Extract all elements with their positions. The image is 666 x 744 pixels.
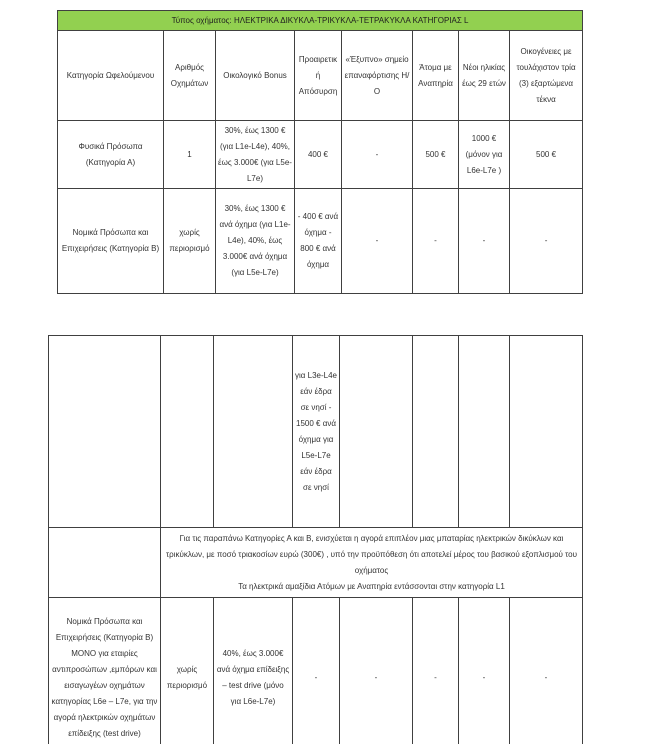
header-optional-scrappage: Προαιρετική Απόσυρση: [295, 31, 342, 121]
cell-cont-families: [510, 336, 583, 528]
cell-cont-disability: [413, 336, 459, 528]
cell-category-a-count: 1: [164, 121, 216, 189]
cell-category-b-label: Νομικά Πρόσωπα και Επιχειρήσεις (Κατηγορία Β): [58, 189, 164, 294]
table-row-category-b: [58, 189, 583, 294]
table-header-row: [58, 31, 583, 121]
cell-testdrive-charging: -: [340, 598, 413, 744]
table-row-category-a: [58, 121, 583, 189]
header-smart-charging-point: «Έξυπνο» σημείο επαναφόρτισης Η/Ο: [342, 31, 413, 121]
cell-testdrive-label: Νομικά Πρόσωπα και Επιχειρήσεις (Κατηγορία Β) ΜΟΝΟ για εταιρίες αντιπροσώπων ,εμπόρων και εισαγωγέων οχημάτων κατηγορίας L6e – L7e, για την αγορά ηλεκτρικών οχημάτων επίδειξης (test drive): [49, 598, 161, 744]
battery-note-text: Για τις παραπάνω Κατηγορίες Α και Β, ενισχύεται η αγορά επιπλέον μιας μπαταρίας ηλεκτρικών δικύκλων και τρικύκλων, με ποσό τριακοσίων ευρώ (300€) , υπό την προϋπόθεση ότι αποτελεί μέρος του βασικού εξοπλισμού του οχήματος: [165, 533, 577, 575]
cell-category-a-bonus: 30%, έως 1300 € (για L1e-L4e), 40%, έως 3.000€ (για L5e-L7e): [216, 121, 295, 189]
wheelchair-note-text: Τα ηλεκτρικά αμαξίδια Ατόμων με Αναπηρία εντάσσονται στην κατηγορία L1: [238, 581, 505, 591]
cell-cont-bonus: [214, 336, 293, 528]
cell-testdrive-scrappage: -: [293, 598, 340, 744]
header-disability: Άτομα με Αναπηρία: [413, 31, 459, 121]
table-row-category-b-continuation: [49, 336, 583, 528]
cell-cont-category: [49, 336, 161, 528]
header-vehicle-count: Αριθμός Οχημάτων: [164, 31, 216, 121]
cell-category-b-young: -: [459, 189, 510, 294]
cell-note-empty: [49, 528, 161, 598]
cell-category-a-label: Φυσικά Πρόσωπα (Κατηγορία Α): [58, 121, 164, 189]
cell-cont-count: [161, 336, 214, 528]
cell-category-b-bonus: 30%, έως 1300 € ανά όχημα (για L1e-L4e), 40%, έως 3.000€ ανά όχημα (για L5e-L7e): [216, 189, 295, 294]
cell-cont-scrappage-island: για L3e-L4e εάν έδρα σε νησί - 1500 € ανά όχημα για L5e-L7e εάν έδρα σε νησί: [293, 336, 340, 528]
cell-category-a-families: 500 €: [510, 121, 583, 189]
cell-category-a-disability: 500 €: [413, 121, 459, 189]
cell-category-b-disability: -: [413, 189, 459, 294]
cell-cont-charging: [340, 336, 413, 528]
cell-category-a-scrappage: 400 €: [295, 121, 342, 189]
cell-testdrive-count: χωρίς περιορισμό: [161, 598, 214, 744]
cell-testdrive-young: -: [459, 598, 510, 744]
cell-category-b-charging: -: [342, 189, 413, 294]
subsidy-table-page2: [48, 335, 583, 744]
header-eco-bonus: Οικολογικό Bonus: [216, 31, 295, 121]
cell-category-a-charging: -: [342, 121, 413, 189]
header-families-three-children: Οικογένειες με τουλάχιστον τρία (3) εξαρτώμενα τέκνα: [510, 31, 583, 121]
cell-cont-young: [459, 336, 510, 528]
cell-testdrive-disability: -: [413, 598, 459, 744]
table-row-battery-note: [49, 528, 583, 598]
cell-category-b-scrappage: - 400 € ανά όχημα - 800 € ανά όχημα: [295, 189, 342, 294]
table-title: Τύπος οχήματος: ΗΛΕΚΤΡΙΚΑ ΔΙΚΥΚΛΑ-ΤΡΙΚΥΚΛΑ-ΤΕΤΡΑΚΥΚΛΑ ΚΑΤΗΓΟΡΙΑΣ L: [58, 11, 583, 31]
table-title-row: [58, 11, 583, 31]
cell-testdrive-families: -: [510, 598, 583, 744]
header-young-under-29: Νέοι ηλικίας έως 29 ετών: [459, 31, 510, 121]
table-row-category-b-testdrive: [49, 598, 583, 744]
cell-category-b-families: -: [510, 189, 583, 294]
cell-category-b-count: χωρίς περιορισμό: [164, 189, 216, 294]
cell-battery-note: [161, 528, 583, 598]
cell-testdrive-bonus: 40%, έως 3.000€ ανά όχημα επίδειξης – test drive (μόνο για L6e-L7e): [214, 598, 293, 744]
header-beneficiary-category: Κατηγορία Ωφελούμενου: [58, 31, 164, 121]
cell-category-a-young: 1000 € (μόνον για L6e-L7e ): [459, 121, 510, 189]
subsidy-table-page1: [57, 10, 583, 294]
